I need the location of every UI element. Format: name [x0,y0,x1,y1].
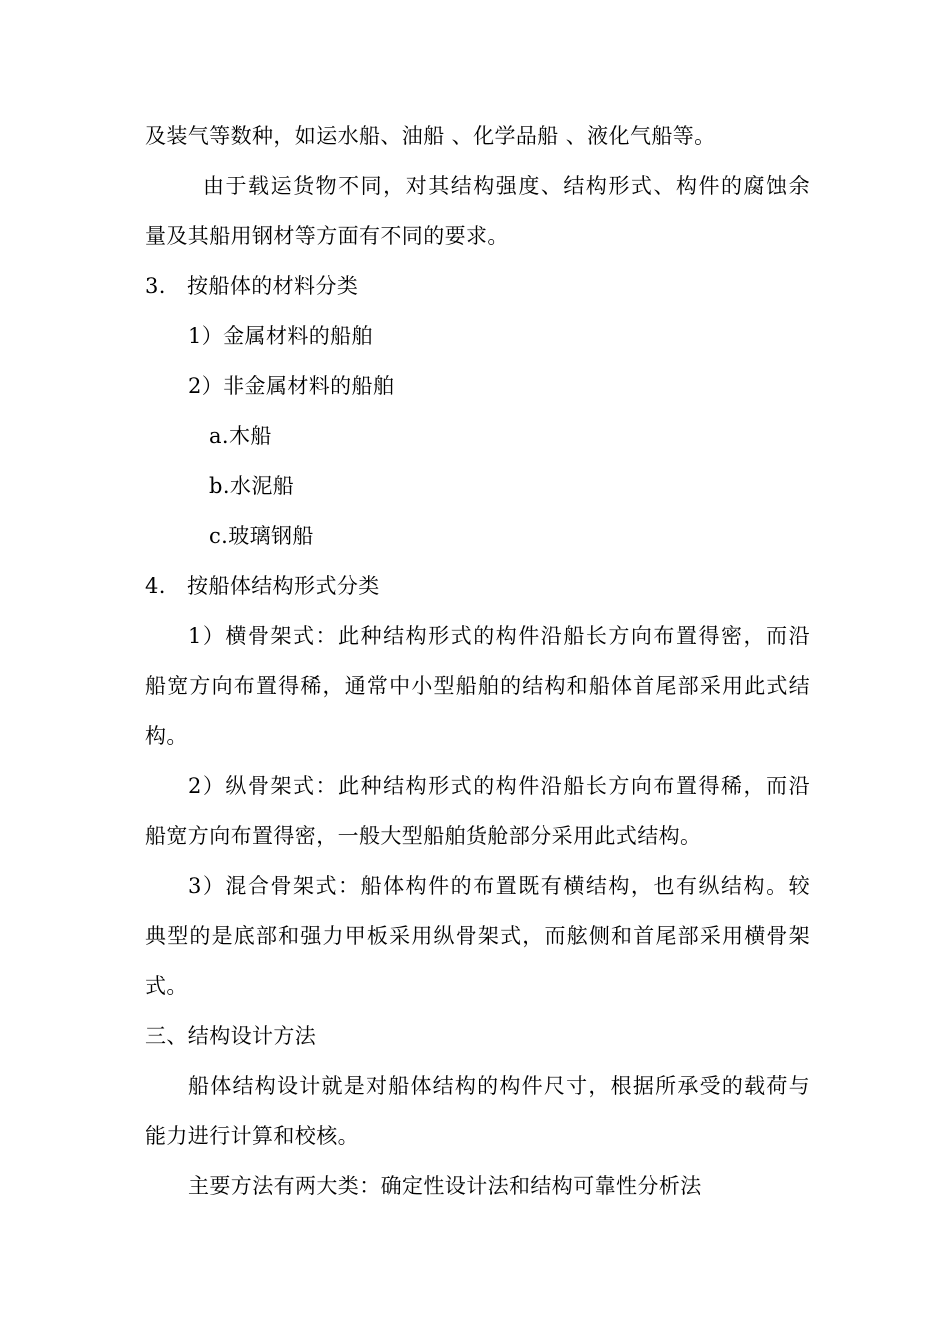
list-item: 1）金属材料的船舶 [188,324,373,348]
text-line: 船体结构设计就是对船体结构的构件尺寸，根据所承受的载荷与 [188,1074,810,1098]
list-item: a.木船 [209,424,272,448]
list-item: b.水泥船 [209,474,295,498]
text-line: 典型的是底部和强力甲板采用纵骨架式，而舷侧和首尾部采用横骨架 [145,924,810,948]
text-line: 由于载运货物不同，对其结构强度、结构形式、构件的腐蚀余 [203,174,810,198]
list-item: 2）非金属材料的船舶 [188,374,395,398]
text-line: 式。 [145,974,188,998]
text-line: 构。 [145,724,188,748]
text-line: 能力进行计算和校核。 [145,1124,359,1148]
text-line: 船宽方向布置得密，一般大型船舶货舱部分采用此式结构。 [145,824,702,848]
text-line: 船宽方向布置得稀，通常中小型船舶的结构和船体首尾部采用此式结 [145,674,810,698]
text-line: 3）混合骨架式：船体构件的布置既有横结构，也有纵结构。较 [188,874,810,898]
text-line: 2）纵骨架式：此种结构形式的构件沿船长方向布置得稀，而沿 [188,774,810,798]
list-item: c.玻璃钢船 [209,524,314,548]
section-heading: 4. 按船体结构形式分类 [145,574,380,598]
text-line: 量及其船用钢材等方面有不同的要求。 [145,224,509,248]
text-line: 及装气等数种，如运水船、油船 、化学品船 、液化气船等。 [145,124,716,148]
text-line: 主要方法有两大类：确定性设计法和结构可靠性分析法 [188,1174,702,1198]
section-heading: 3. 按船体的材料分类 [145,274,359,298]
section-heading: 三、结构设计方法 [145,1024,317,1048]
text-line: 1）横骨架式：此种结构形式的构件沿船长方向布置得密，而沿 [188,624,810,648]
